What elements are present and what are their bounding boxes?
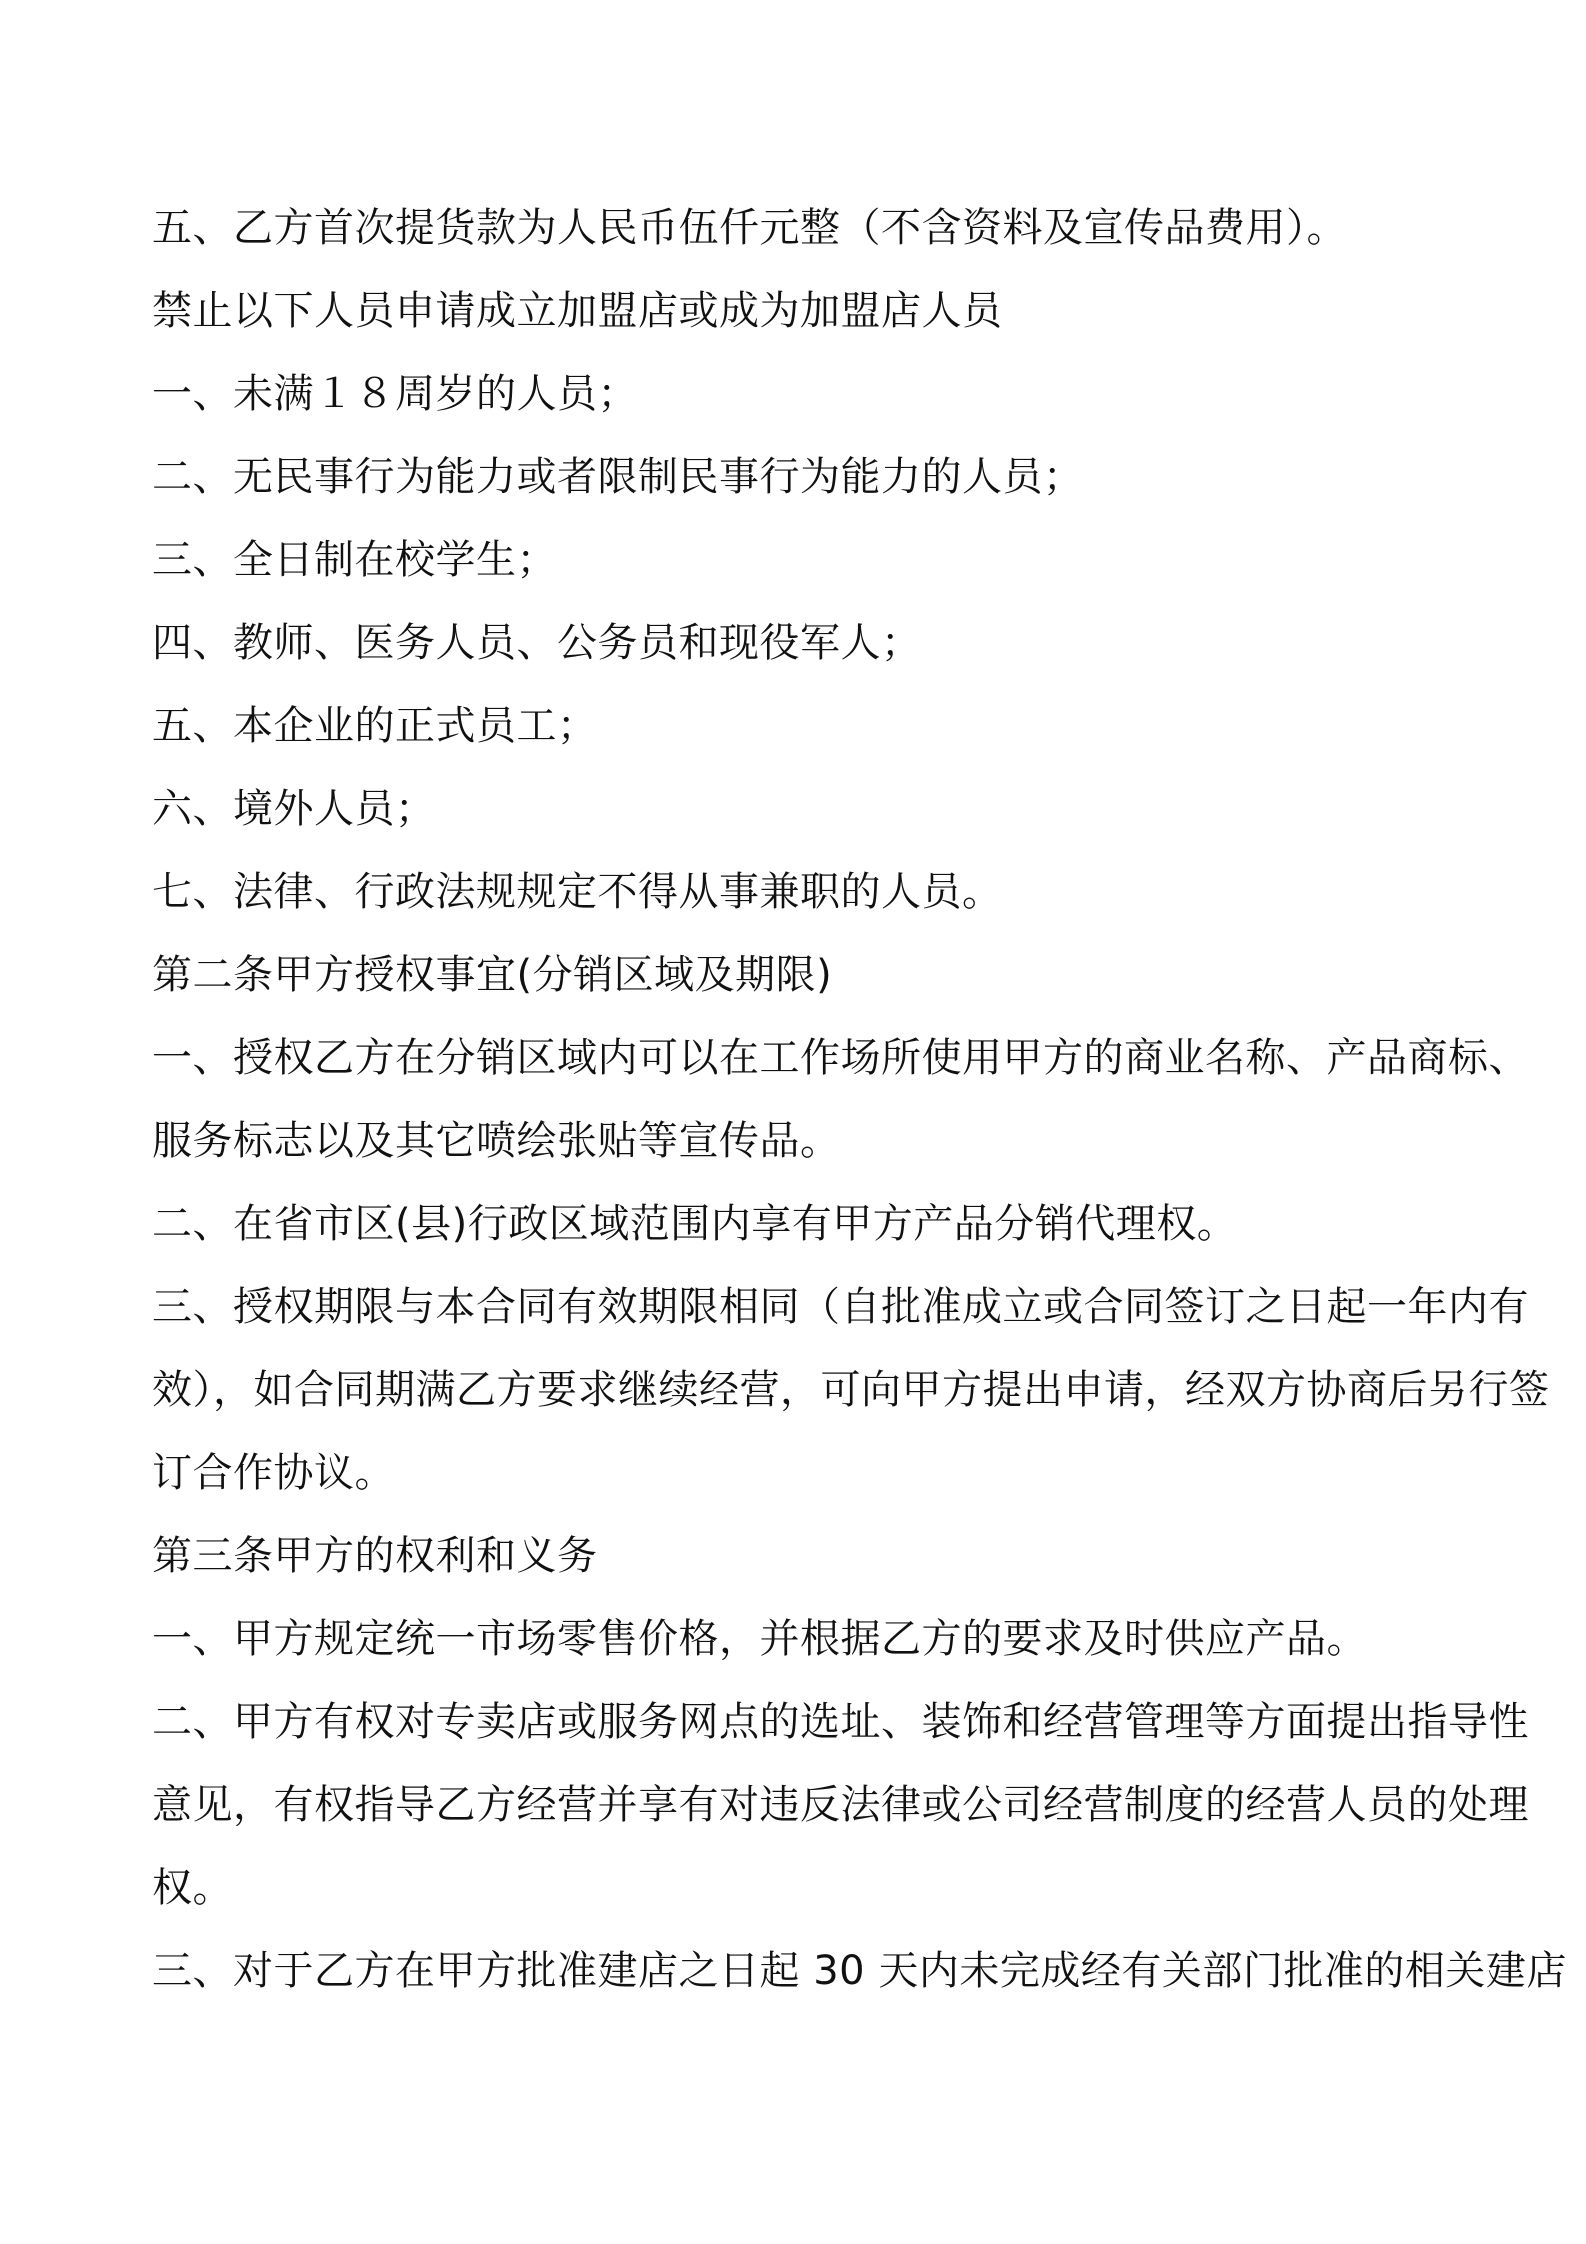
clause-line-22: 三、对于乙方在甲方批准建店之日起 30 天内未完成经有关部门批准的相关建店 bbox=[152, 1948, 1567, 1994]
clause-line-9: 七、法律、行政法规规定不得从事兼职的人员。 bbox=[152, 869, 1003, 915]
clause-line-7: 五、本企业的正式员工； bbox=[152, 703, 598, 749]
clause-line-20: 意见，有权指导乙方经营并享有对违反法律或公司经营制度的经营人员的处理 bbox=[152, 1782, 1529, 1828]
clause-line-18: 一、甲方规定统一市场零售价格，并根据乙方的要求及时供应产品。 bbox=[152, 1616, 1367, 1662]
clause-line-8: 六、境外人员； bbox=[152, 786, 436, 832]
clause-line-5: 三、全日制在校学生； bbox=[152, 537, 557, 583]
section-heading-prohibited: 禁止以下人员申请成立加盟店或成为加盟店人员 bbox=[152, 288, 1003, 334]
clause-line-19: 二、甲方有权对专卖店或服务网点的选址、装饰和经营管理等方面提出指导性 bbox=[152, 1699, 1529, 1745]
clause-line-12: 服务标志以及其它喷绘张贴等宣传品。 bbox=[152, 1118, 841, 1164]
clause-line-14: 三、授权期限与本合同有效期限相同（自批准成立或合同签订之日起一年内有 bbox=[152, 1284, 1529, 1330]
clause-line-21: 权。 bbox=[152, 1865, 233, 1911]
clause-line-3: 一、未满１８周岁的人员； bbox=[152, 371, 638, 417]
clause-line-16: 订合作协议。 bbox=[152, 1450, 395, 1496]
article-heading-2: 第二条甲方授权事宜(分销区域及期限) bbox=[152, 952, 833, 998]
clause-line-4: 二、无民事行为能力或者限制民事行为能力的人员； bbox=[152, 454, 1084, 500]
article-heading-3: 第三条甲方的权利和义务 bbox=[152, 1533, 598, 1579]
clause-line-13: 二、在省市区(县)行政区域范围内享有甲方产品分销代理权。 bbox=[152, 1201, 1238, 1247]
clause-line-6: 四、教师、医务人员、公务员和现役军人； bbox=[152, 620, 922, 666]
clause-line-1: 五、乙方首次提货款为人民币伍仟元整（不含资料及宣传品费用）。 bbox=[152, 205, 1347, 251]
clause-line-15: 效），如合同期满乙方要求继续经营，可向甲方提出申请，经双方协商后另行签 bbox=[152, 1367, 1550, 1413]
clause-line-11: 一、授权乙方在分销区域内可以在工作场所使用甲方的商业名称、产品商标、 bbox=[152, 1035, 1529, 1081]
